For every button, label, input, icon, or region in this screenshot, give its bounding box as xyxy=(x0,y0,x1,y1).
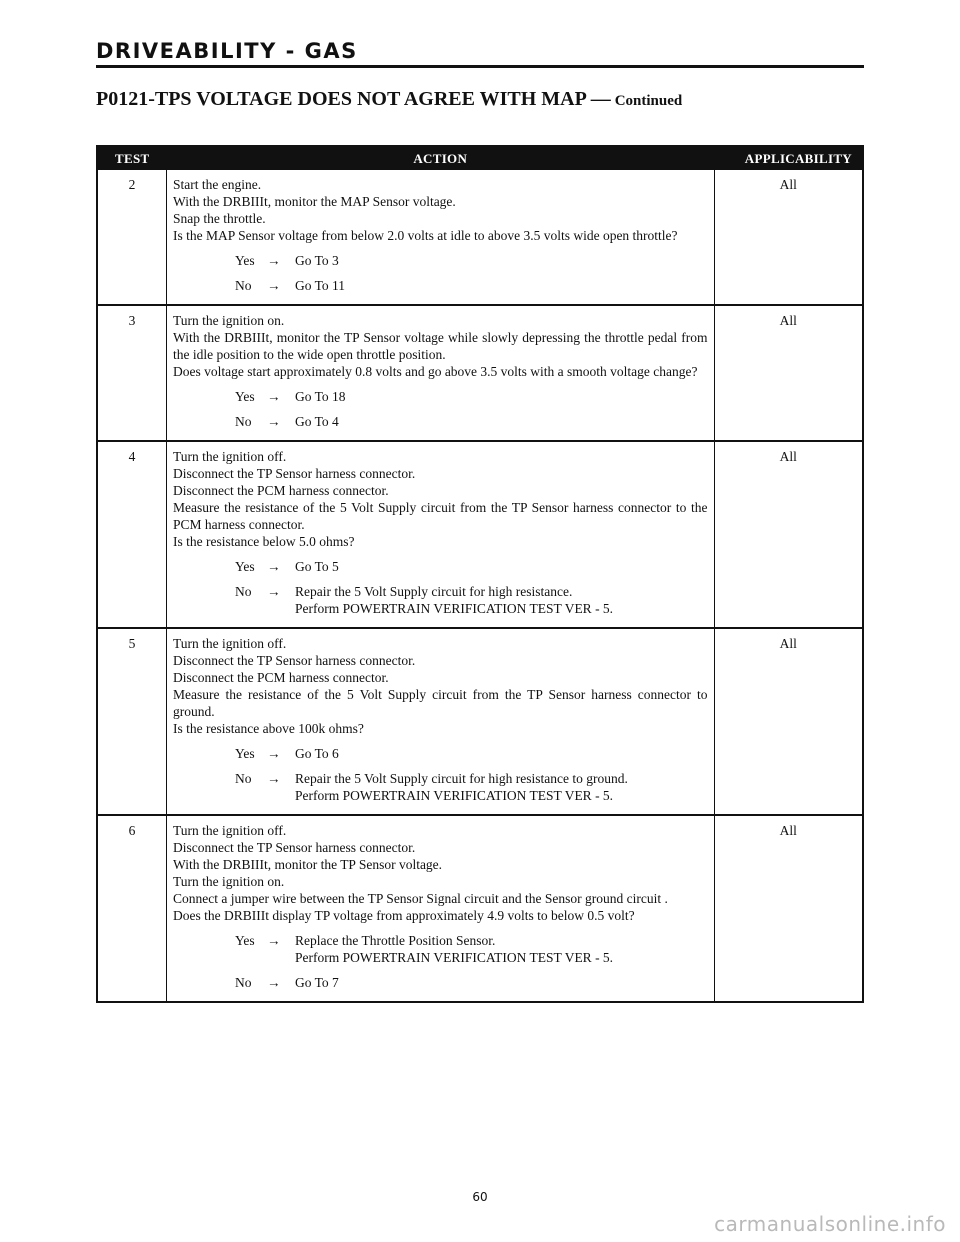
choice-result xyxy=(295,583,708,617)
action-step: Turn the ignition on. xyxy=(173,313,285,328)
decision-choice xyxy=(235,770,708,804)
action-step: Disconnect the TP Sensor harness connector. xyxy=(173,466,416,481)
choice-result-line: Repair the 5 Volt Supply circuit for high resistance to ground. xyxy=(295,771,628,786)
arrow-right-icon: → xyxy=(267,278,281,293)
action-step: Snap the throttle. xyxy=(173,211,266,226)
decision-choice xyxy=(235,583,708,617)
table-body xyxy=(97,170,863,1002)
choice-result-line: Go To 3 xyxy=(295,253,339,268)
choice-result-line: Replace the Throttle Position Sensor. xyxy=(295,933,496,948)
table-row xyxy=(97,305,863,441)
action-step: With the DRBIIIt, monitor the TP Sensor voltage. xyxy=(173,857,443,872)
table-row xyxy=(97,628,863,815)
test-applicability: All xyxy=(714,170,863,305)
choice-result-line: Perform POWERTRAIN VERIFICATION TEST VER - 5. xyxy=(295,601,614,616)
arrow-right-icon: → xyxy=(267,746,281,761)
choice-answer: Yes xyxy=(235,746,255,761)
action-step: Disconnect the TP Sensor harness connector. xyxy=(173,653,416,668)
watermark: carmanualsonline.info xyxy=(714,1212,946,1236)
choice-answer: Yes xyxy=(235,559,255,574)
test-action xyxy=(167,441,715,628)
choice-result xyxy=(295,252,708,269)
decision-choice xyxy=(235,558,708,575)
action-step: Does the DRBIIIt display TP voltage from approximately 4.9 volts to below 0.5 volt? xyxy=(173,908,635,923)
decision-choice xyxy=(235,745,708,762)
action-step: Measure the resistance of the 5 Volt Supply circuit from the TP Sensor harness connector to the PCM harness connector. xyxy=(173,500,708,532)
arrow-right-icon: → xyxy=(267,389,281,404)
test-number: 4 xyxy=(97,441,167,628)
decision-choice xyxy=(235,932,708,966)
choice-answer: Yes xyxy=(235,933,255,948)
action-step: With the DRBIIIt, monitor the TP Sensor voltage while slowly depressing the throttle pedal from the idle position to the wide open throttle position. xyxy=(173,330,708,362)
choice-result-line: Go To 7 xyxy=(295,975,339,990)
decision-choice xyxy=(235,388,708,405)
action-step: Turn the ignition on. xyxy=(173,874,285,889)
choice-result xyxy=(295,413,708,430)
action-step: Disconnect the PCM harness connector. xyxy=(173,483,389,498)
test-number: 3 xyxy=(97,305,167,441)
action-step: Connect a jumper wire between the TP Sensor Signal circuit and the Sensor ground circuit . xyxy=(173,891,668,906)
choice-result xyxy=(295,277,708,294)
decision-choice xyxy=(235,277,708,294)
test-number: 2 xyxy=(97,170,167,305)
arrow-right-icon: → xyxy=(267,771,281,786)
test-applicability: All xyxy=(714,628,863,815)
action-step: Start the engine. xyxy=(173,177,262,192)
choice-result-line: Go To 11 xyxy=(295,278,346,293)
choice-answer: No xyxy=(235,771,252,786)
arrow-right-icon: → xyxy=(267,253,281,268)
choice-result-line: Perform POWERTRAIN VERIFICATION TEST VER - 5. xyxy=(295,950,614,965)
choice-result xyxy=(295,388,708,405)
column-header-action: ACTION xyxy=(167,146,715,170)
action-step: Is the resistance above 100k ohms? xyxy=(173,721,364,736)
action-step: Is the resistance below 5.0 ohms? xyxy=(173,534,355,549)
action-step: Does voltage start approximately 0.8 volts and go above 3.5 volts with a smooth voltage change? xyxy=(173,364,698,379)
arrow-right-icon: → xyxy=(267,584,281,599)
action-step: Turn the ignition off. xyxy=(173,636,287,651)
action-step: Measure the resistance of the 5 Volt Supply circuit from the TP Sensor harness connector to ground. xyxy=(173,687,708,719)
section-title-main: P0121-TPS VOLTAGE DOES NOT AGREE WITH MAP — xyxy=(96,88,611,110)
choice-answer: No xyxy=(235,975,252,990)
test-number: 6 xyxy=(97,815,167,1002)
action-step: Disconnect the PCM harness connector. xyxy=(173,670,389,685)
section-title-continued: Continued xyxy=(614,93,683,109)
table-row xyxy=(97,815,863,1002)
action-step: Turn the ignition off. xyxy=(173,823,287,838)
test-action xyxy=(167,815,715,1002)
action-step: Turn the ignition off. xyxy=(173,449,287,464)
choice-result xyxy=(295,745,708,762)
choice-answer: Yes xyxy=(235,389,255,404)
action-step: Disconnect the TP Sensor harness connector. xyxy=(173,840,416,855)
table-row xyxy=(97,170,863,305)
choice-answer: No xyxy=(235,278,252,293)
choice-result-line: Repair the 5 Volt Supply circuit for high resistance. xyxy=(295,584,573,599)
choice-result-line: Go To 6 xyxy=(295,746,339,761)
test-applicability: All xyxy=(714,441,863,628)
action-step: With the DRBIIIt, monitor the MAP Sensor voltage. xyxy=(173,194,456,209)
arrow-right-icon: → xyxy=(267,975,281,990)
action-step: Is the MAP Sensor voltage from below 2.0 volts at idle to above 3.5 volts wide open throttle? xyxy=(173,228,678,243)
table-row xyxy=(97,441,863,628)
table-header-row xyxy=(97,146,863,170)
test-applicability: All xyxy=(779,823,797,838)
test-action xyxy=(167,305,715,441)
arrow-right-icon: → xyxy=(267,933,281,948)
column-header-applicability: APPLICABILITY xyxy=(714,146,863,170)
page-section-header: DRIVEABILITY - GAS xyxy=(96,38,864,68)
test-action xyxy=(167,628,715,815)
choice-result-line: Go To 18 xyxy=(295,389,346,404)
test-action xyxy=(167,170,715,305)
decision-choice xyxy=(235,413,708,430)
column-header-test: TEST xyxy=(97,146,167,170)
arrow-right-icon: → xyxy=(267,414,281,429)
test-number: 5 xyxy=(97,628,167,815)
decision-choice xyxy=(235,252,708,269)
choice-result xyxy=(295,974,708,991)
choice-answer: No xyxy=(235,584,252,599)
diagnostic-test-table xyxy=(96,145,864,1003)
choice-result xyxy=(295,932,708,966)
choice-result xyxy=(295,558,708,575)
choice-result-line: Go To 5 xyxy=(295,559,339,574)
choice-result-line: Perform POWERTRAIN VERIFICATION TEST VER - 5. xyxy=(295,788,614,803)
choice-answer: Yes xyxy=(235,253,255,268)
arrow-right-icon: → xyxy=(267,559,281,574)
choice-result-line: Go To 4 xyxy=(295,414,339,429)
section-title xyxy=(96,88,682,111)
choice-result xyxy=(295,770,708,804)
decision-choice xyxy=(235,974,708,991)
choice-answer: No xyxy=(235,414,252,429)
test-applicability: All xyxy=(714,305,863,441)
page-number: 60 xyxy=(472,1190,488,1204)
